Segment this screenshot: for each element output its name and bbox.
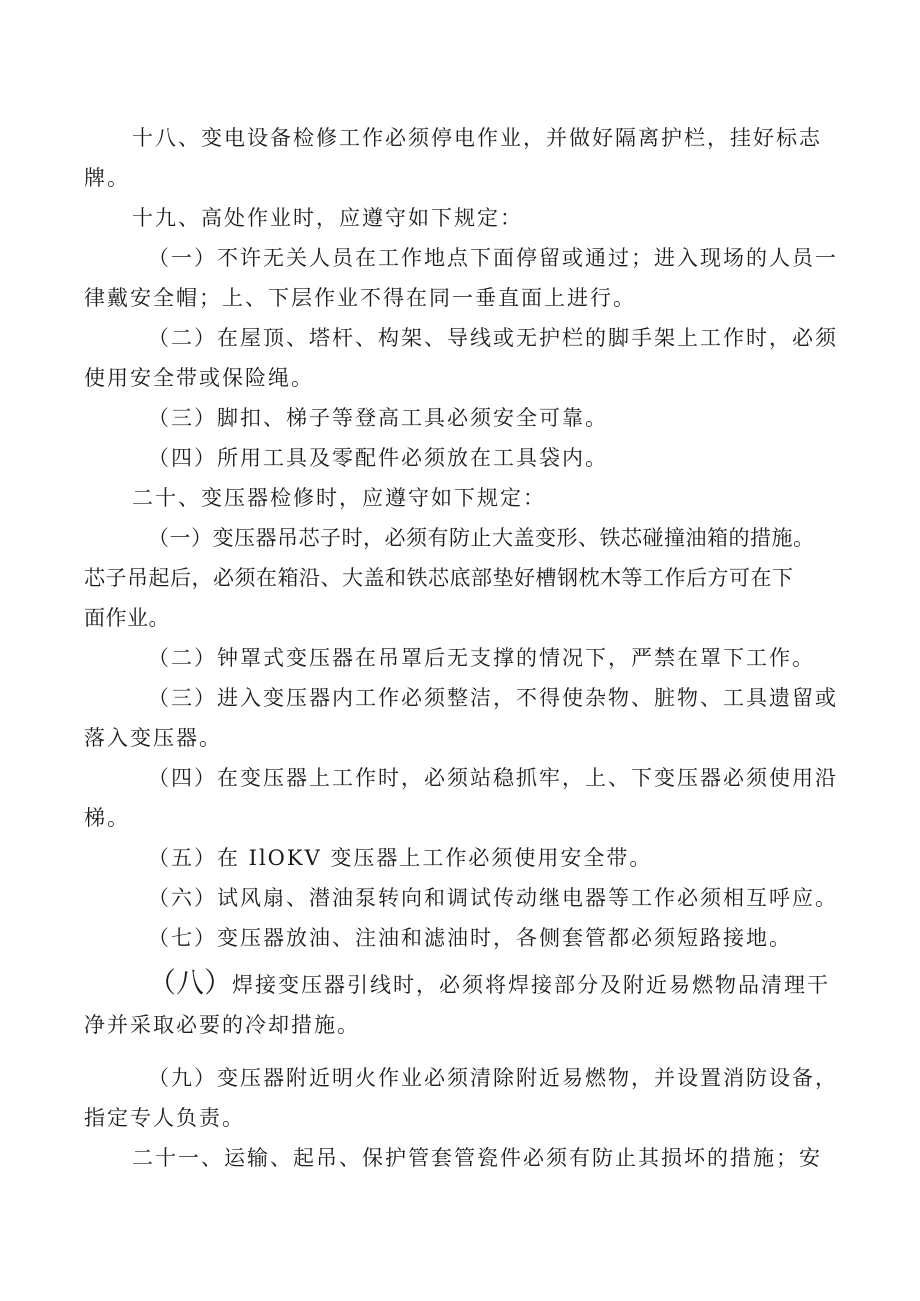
paragraph-19-3	[84, 398, 839, 438]
paragraph-18	[84, 118, 839, 198]
paragraph-20-6	[84, 878, 839, 918]
paragraph-20-1	[84, 518, 839, 638]
text-line: 使用安全带或保险绳。	[84, 366, 314, 390]
text-line: （四）所用工具及零配件必须放在工具袋内。	[148, 446, 608, 470]
paragraph-20-4	[84, 758, 839, 838]
paragraph-20-7	[84, 918, 839, 958]
text-line-body: 焊接变压器引线时，必须将焊接部分及附近易燃物品清理干	[232, 973, 831, 997]
paragraph-20-2	[84, 638, 839, 678]
paragraph-20	[84, 478, 839, 518]
text-line: （九）变压器附近明火作业必须清除附近易燃物，并设置消防设备，	[148, 1066, 838, 1090]
paragraph-19-2	[84, 318, 839, 398]
text-line: 二十、变压器检修时，应遵守如下规定：	[132, 486, 546, 510]
paragraph-19-4	[84, 438, 839, 478]
text-line: 律戴安全帽；上、下层作业不得在同一垂直面上进行。	[84, 286, 636, 310]
text-line: 牌。	[84, 166, 130, 190]
text-line: 面作业。	[84, 606, 170, 630]
text-line: （一）变压器吊芯子时，必须有防止大盖变形、铁芯碰撞油箱的措施。	[148, 526, 815, 550]
paragraph-19	[84, 198, 839, 238]
text-line: （三）脚扣、梯子等登高工具必须安全可靠。	[148, 406, 608, 430]
text-line	[84, 963, 839, 1005]
paragraph-19-1	[84, 238, 839, 318]
text-line: （五）在 IlOKV 变压器上工作必须使用安全带。	[148, 846, 653, 870]
text-line: （三）进入变压器内工作必须整洁，不得使杂物、脏物、工具遗留或	[148, 686, 838, 710]
text-line: 十八、变电设备检修工作必须停电作业，并做好隔离护栏，挂好标志	[132, 126, 822, 150]
text-line: 指定专人负责。	[84, 1106, 245, 1130]
text-line: 净并采取必要的冷却措施。	[84, 1013, 360, 1037]
paragraph-20-5	[84, 838, 839, 878]
text-line: （七）变压器放油、注油和滤油时，各侧套管都必须短路接地。	[148, 926, 792, 950]
text-line: 落入变压器。	[84, 726, 222, 750]
text-line: （一）不许无关人员在工作地点下面停留或通过；进入现场的人员一	[148, 246, 838, 270]
text-line: （四）在变压器上工作时，必须站稳抓牢，上、下变压器必须使用沿	[148, 766, 838, 790]
text-line: （六）试风扇、潜油泵转向和调试传动继电器等工作必须相互呼应。	[148, 886, 838, 910]
text-line: 二十一、运输、起吊、保护管套管瓷件必须有防止其损坏的措施；安	[132, 1146, 822, 1170]
text-line: （二）在屋顶、塔杆、构架、导线或无护栏的脚手架上工作时，必须	[148, 326, 838, 350]
text-line: 十九、高处作业时，应遵守如下规定：	[132, 206, 523, 230]
paragraph-20-3	[84, 678, 839, 758]
text-line: （二）钟罩式变压器在吊罩后无支撑的情况下，严禁在罩下工作。	[148, 646, 815, 670]
text-line: 梯。	[84, 806, 130, 830]
item-marker: （八）	[148, 966, 233, 999]
paragraph-20-9	[84, 1058, 839, 1138]
paragraph-20-8	[84, 963, 839, 1045]
text-line: 芯子吊起后，必须在箱沿、大盖和铁芯底部垫好槽钢枕木等工作后方可在下	[84, 566, 794, 590]
paragraph-21	[84, 1138, 839, 1178]
